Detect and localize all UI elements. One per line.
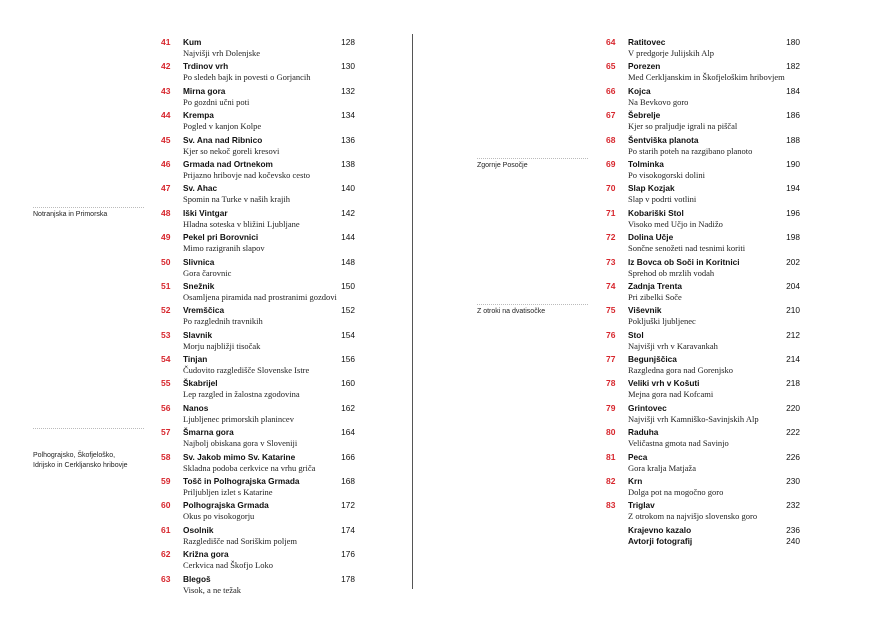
entry-page-number: 198 — [786, 232, 800, 243]
entry-title: Stol — [628, 329, 644, 340]
entry-description: Lep razgled in žalostna zgodovina — [183, 389, 300, 400]
entry-number: 42 — [161, 61, 171, 72]
entry-number: 41 — [161, 37, 171, 47]
entry-page-number: 134 — [341, 110, 355, 121]
entry-title: Krempa — [183, 110, 214, 121]
entry-number: 59 — [161, 476, 171, 487]
toc-entry[interactable] — [606, 281, 800, 305]
entry-number: 48 — [161, 207, 171, 218]
entry-page-number: 164 — [341, 427, 355, 438]
entry-page-number: 162 — [341, 402, 355, 413]
toc-entry[interactable] — [161, 574, 355, 598]
section-divider — [33, 428, 144, 429]
entry-page-number: 160 — [341, 378, 355, 389]
entry-number: 43 — [161, 85, 171, 96]
toc-entry[interactable] — [606, 305, 800, 329]
entry-number: 56 — [161, 402, 171, 413]
entry-title: Viševnik — [628, 305, 662, 316]
entry-number: 68 — [606, 134, 616, 145]
entry-page-number: 176 — [341, 549, 355, 560]
entry-description: Razgledišče nad Soriškim poljem — [183, 535, 298, 546]
entry-title: Polhograjska Grmada — [183, 500, 269, 511]
entry-number: 51 — [161, 280, 171, 291]
toc-entry[interactable] — [161, 37, 355, 61]
entry-page-number: 166 — [341, 451, 355, 462]
entry-number: 61 — [161, 524, 171, 535]
entry-description: Med Cerkljanskim in Škofjeloškim hribovjem — [628, 72, 785, 83]
entry-title: Raduha — [628, 427, 659, 438]
entry-page-number: 226 — [786, 451, 800, 462]
entry-title: Blegoš — [183, 573, 211, 584]
entry-description: Priljubljen izlet s Katarine — [183, 487, 273, 498]
toc-entry[interactable] — [161, 378, 355, 402]
toc-entry[interactable] — [161, 500, 355, 524]
entry-number: 71 — [606, 207, 616, 218]
entry-page-number: 150 — [341, 280, 355, 291]
entry-description: Čudovito razgledišče Slovenske Istre — [183, 365, 310, 376]
toc-entry[interactable] — [606, 232, 800, 256]
entry-description: Najbolj obiskana gora v Sloveniji — [183, 438, 298, 449]
entry-description: Po gozdni učni poti — [183, 96, 250, 107]
entry-page-number: 218 — [786, 378, 800, 389]
entry-title: Dolina Učje — [628, 232, 674, 243]
entry-description: Visok, a ne težak — [183, 584, 242, 595]
toc-entry[interactable] — [161, 354, 355, 378]
toc-entry[interactable] — [161, 305, 355, 329]
entry-description: Slap v podrti votlini — [628, 194, 697, 205]
entry-number: 77 — [606, 354, 616, 365]
entry-title: Begunjščica — [628, 354, 677, 365]
entry-page-number: 182 — [786, 61, 800, 72]
entry-number: 72 — [606, 232, 616, 243]
toc-entry[interactable] — [161, 281, 355, 305]
left-entry-list — [161, 37, 355, 598]
section-label-zgornje-posocje: Zgornje Posočje — [477, 161, 588, 171]
entry-description: Dolga pot na mogočno goro — [628, 487, 724, 498]
entry-title: Tošč in Polhograjska Grmada — [183, 476, 300, 487]
entry-page-number: 132 — [341, 85, 355, 96]
toc-entry[interactable] — [606, 86, 800, 110]
entry-page-number: 142 — [341, 207, 355, 218]
entry-description: Pogled v kanjon Kolpe — [183, 121, 262, 132]
toc-entry[interactable] — [606, 135, 800, 159]
entry-page-number: 236 — [786, 524, 800, 535]
entry-page-number: 156 — [341, 354, 355, 365]
toc-entry[interactable] — [606, 403, 800, 427]
entry-page-number: 180 — [786, 37, 800, 47]
entry-page-number: 154 — [341, 329, 355, 340]
section-label-z-otroki: Z otroki na dvatisočke — [477, 307, 588, 317]
toc-entry[interactable] — [606, 452, 800, 476]
entry-description: Hladna soteska v bližini Ljubljane — [183, 218, 300, 229]
entry-title: Avtorji fotografij — [628, 535, 693, 546]
toc-entry[interactable] — [606, 159, 800, 183]
entry-page-number: 222 — [786, 427, 800, 438]
entry-number: 55 — [161, 378, 171, 389]
entry-title: Slivnica — [183, 256, 215, 267]
entry-number: 44 — [161, 110, 171, 121]
entry-page-number: 172 — [341, 500, 355, 511]
entry-number: 73 — [606, 256, 616, 267]
entry-page-number: 184 — [786, 85, 800, 96]
entry-page-number: 178 — [341, 573, 355, 584]
entry-page-number: 136 — [341, 134, 355, 145]
entry-number: 78 — [606, 378, 616, 389]
entry-description: Osamljena piramida nad prostranimi gozdovi — [183, 291, 337, 302]
entry-title: Grintovec — [628, 402, 667, 413]
entry-page-number: 232 — [786, 500, 800, 511]
entry-description: Sončne senožeti nad tesnimi koriti — [628, 243, 746, 254]
entry-number: 69 — [606, 158, 616, 169]
entry-title: Tolminka — [628, 158, 664, 169]
toc-entry[interactable] — [606, 110, 800, 134]
toc-entry[interactable] — [161, 476, 355, 500]
toc-entry[interactable] — [161, 208, 355, 232]
entry-title: Iz Bovca ob Soči in Koritnici — [628, 256, 740, 267]
entry-description: Z otrokom na najvišjo slovensko goro — [628, 511, 758, 522]
entry-description: Mejna gora nad Kofcami — [628, 389, 714, 400]
entry-title: Šmarna gora — [183, 427, 234, 438]
toc-extra-entry[interactable] — [606, 536, 800, 547]
entry-title: Sv. Jakob mimo Sv. Katarine — [183, 451, 296, 462]
entry-title: Nanos — [183, 402, 209, 413]
entry-number: 70 — [606, 183, 616, 194]
entry-description: Po starih poteh na razgibano planoto — [628, 145, 753, 156]
entry-title: Križna gora — [183, 549, 229, 560]
entry-title: Grmada nad Ortnekom — [183, 158, 273, 169]
entry-page-number: 240 — [786, 535, 800, 546]
entry-number: 58 — [161, 451, 171, 462]
entry-description: V predgorje Julijskih Alp — [628, 48, 715, 58]
entry-number: 79 — [606, 402, 616, 413]
entry-description: Skladna podoba cerkvice na vrhu griča — [183, 462, 316, 473]
entry-number: 74 — [606, 280, 616, 291]
entry-description: Po visokogorski dolini — [628, 169, 705, 180]
entry-title: Trdinov vrh — [183, 61, 229, 72]
entry-number: 54 — [161, 354, 171, 365]
entry-page-number: 230 — [786, 476, 800, 487]
toc-entry[interactable] — [161, 183, 355, 207]
entry-title: Krn — [628, 476, 643, 487]
entry-page-number: 148 — [341, 256, 355, 267]
entry-title: Škabrijel — [183, 378, 218, 389]
entry-description: Gora kralja Matjaža — [628, 462, 696, 473]
entry-page-number: 190 — [786, 158, 800, 169]
entry-title: Slavnik — [183, 329, 213, 340]
toc-entry[interactable] — [161, 452, 355, 476]
entry-description: Morju najbližji tisočak — [183, 340, 261, 351]
entry-number: 49 — [161, 232, 171, 243]
entry-description: Pri zibelki Soče — [628, 291, 682, 302]
entry-title: Kobariški Stol — [628, 207, 684, 218]
entry-title: Peca — [628, 451, 648, 462]
entry-title: Sv. Ahac — [183, 183, 218, 194]
entry-title: Iški Vintgar — [183, 207, 228, 218]
entry-description: Visoko med Učjo in Nadižo — [628, 218, 723, 229]
entry-number: 80 — [606, 427, 616, 438]
toc-entry[interactable] — [606, 330, 800, 354]
entry-description: Razgledna gora nad Gorenjsko — [628, 365, 734, 376]
entry-page-number: 144 — [341, 232, 355, 243]
entry-description: Mimo razigranih slapov — [183, 243, 265, 254]
entry-title: Kojca — [628, 85, 651, 96]
toc-entry[interactable] — [161, 61, 355, 85]
entry-page-number: 168 — [341, 476, 355, 487]
entry-description: Najvišji vrh Dolenjske — [183, 48, 260, 58]
entry-page-number: 212 — [786, 329, 800, 340]
entry-description: Najvišji vrh Kamniško-Savinjskih Alp — [628, 413, 759, 424]
entry-page-number: 210 — [786, 305, 800, 316]
entry-number: 66 — [606, 85, 616, 96]
page-gutter-line — [412, 34, 413, 589]
toc-entry[interactable] — [161, 159, 355, 183]
entry-number: 83 — [606, 500, 616, 511]
entry-number: 52 — [161, 305, 171, 316]
entry-number: 47 — [161, 183, 171, 194]
entry-title: Šebrelje — [628, 110, 661, 121]
toc-entry[interactable] — [161, 86, 355, 110]
entry-description: Veličastna gmota nad Savinjo — [628, 438, 729, 449]
toc-entry[interactable] — [161, 330, 355, 354]
entry-title: Osolnik — [183, 524, 214, 535]
entry-page-number: 152 — [341, 305, 355, 316]
entry-title: Krajevno kazalo — [628, 524, 692, 535]
toc-entry[interactable] — [606, 37, 800, 61]
entry-number: 62 — [161, 549, 171, 560]
entry-description: Kjer so nekoč goreli kresovi — [183, 145, 280, 156]
entry-description: Kjer so praljudje igrali na piščal — [628, 121, 738, 132]
toc-entry[interactable] — [161, 110, 355, 134]
entry-page-number: 220 — [786, 402, 800, 413]
toc-entry[interactable] — [606, 378, 800, 402]
entry-title: Porezen — [628, 61, 661, 72]
entry-description: Prijazno hribovje nad kočevsko cesto — [183, 169, 310, 180]
entry-description: Ljubljenec primorskih planincev — [183, 413, 294, 424]
section-divider — [477, 304, 588, 305]
entry-description: Okus po visokogorju — [183, 511, 255, 522]
entry-number: 67 — [606, 110, 616, 121]
entry-number: 64 — [606, 37, 616, 47]
entry-title: Zadnja Trenta — [628, 280, 682, 291]
entry-page-number: 130 — [341, 61, 355, 72]
entry-title: Mirna gora — [183, 85, 226, 96]
entry-page-number: 214 — [786, 354, 800, 365]
entry-number: 75 — [606, 305, 616, 316]
entry-page-number: 140 — [341, 183, 355, 194]
entry-title: Triglav — [628, 500, 655, 511]
entry-description: Spomin na Turke v naših krajih — [183, 194, 290, 205]
entry-page-number: 202 — [786, 256, 800, 267]
toc-entry[interactable] — [606, 354, 800, 378]
entry-page-number: 196 — [786, 207, 800, 218]
right-entry-list — [606, 37, 800, 547]
entry-page-number: 186 — [786, 110, 800, 121]
toc-entry[interactable] — [161, 549, 355, 573]
entry-page-number: 174 — [341, 524, 355, 535]
section-divider — [477, 158, 588, 159]
entry-description: Na Bevkovo goro — [628, 96, 689, 107]
toc-entry[interactable] — [161, 427, 355, 451]
entry-number: 46 — [161, 158, 171, 169]
entry-description: Najvišji vrh v Karavankah — [628, 340, 718, 351]
entry-title: Veliki vrh v Košuti — [628, 378, 700, 389]
toc-entry[interactable] — [161, 403, 355, 427]
entry-number: 63 — [161, 573, 171, 584]
entry-number: 45 — [161, 134, 171, 145]
entry-description: Pokljuški ljubljenec — [628, 316, 696, 327]
entry-page-number: 188 — [786, 134, 800, 145]
toc-entry[interactable] — [161, 232, 355, 256]
entry-description: Po sledeh bajk in povesti o Gorjancih — [183, 72, 311, 83]
toc-entry[interactable] — [606, 183, 800, 207]
toc-extra-entry[interactable] — [606, 525, 800, 536]
entry-number: 76 — [606, 329, 616, 340]
entry-page-number: 194 — [786, 183, 800, 194]
toc-entry[interactable] — [606, 427, 800, 451]
entry-number: 53 — [161, 329, 171, 340]
entry-description: Po razglednih travnikih — [183, 316, 263, 327]
toc-entry[interactable] — [606, 61, 800, 85]
entry-number: 57 — [161, 427, 171, 438]
section-label-notranjska: Notranjska in Primorska — [33, 210, 144, 220]
entry-number: 81 — [606, 451, 616, 462]
entry-title: Pekel pri Borovnici — [183, 232, 259, 243]
toc-entry[interactable] — [606, 257, 800, 281]
entry-title: Vremščica — [183, 305, 225, 316]
entry-description: Gora čarovnic — [183, 267, 232, 278]
entry-description: Cerkvica nad Škofjo Loko — [183, 560, 273, 571]
entry-number: 50 — [161, 256, 171, 267]
toc-entry[interactable] — [606, 500, 800, 524]
toc-entry[interactable] — [161, 525, 355, 549]
entry-title: Snežnik — [183, 280, 215, 291]
entry-title: Tinjan — [183, 354, 208, 365]
entry-number: 60 — [161, 500, 171, 511]
entry-title: Kum — [183, 37, 202, 47]
entry-number: 82 — [606, 476, 616, 487]
section-label-polhograjsko: Polhograjsko, Škofjeloško, Idrijsko in Cerkljansko hribovje — [33, 431, 144, 471]
toc-entry[interactable] — [161, 257, 355, 281]
entry-title: Slap Kozjak — [628, 183, 675, 194]
entry-title: Ratitovec — [628, 37, 666, 47]
entry-page-number: 204 — [786, 280, 800, 291]
entry-page-number: 138 — [341, 158, 355, 169]
entry-title: Sv. Ana nad Ribnico — [183, 134, 263, 145]
toc-entry[interactable] — [606, 476, 800, 500]
entry-number: 65 — [606, 61, 616, 72]
section-divider — [33, 207, 144, 208]
toc-entry[interactable] — [161, 135, 355, 159]
toc-entry[interactable] — [606, 208, 800, 232]
entry-title: Šentviška planota — [628, 134, 699, 145]
entry-page-number: 128 — [341, 37, 355, 47]
entry-description: Sprehod ob mrzlih vodah — [628, 267, 715, 278]
